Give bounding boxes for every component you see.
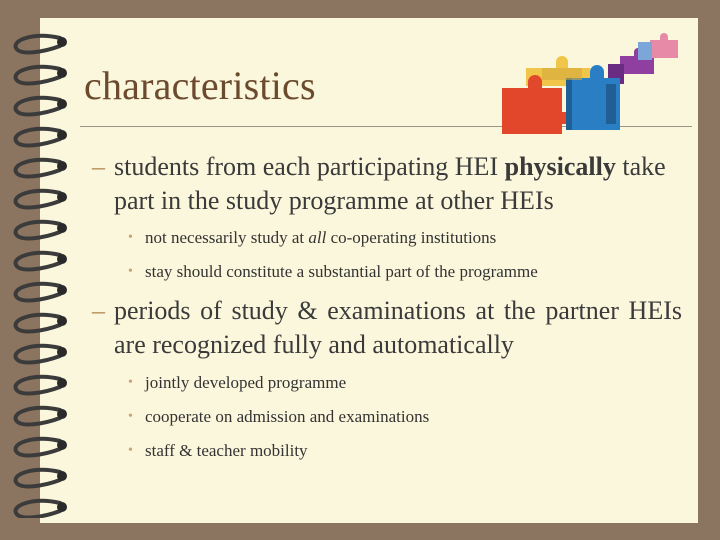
sub-bullet-2-3: • staff & teacher mobility <box>128 441 308 460</box>
bullet-dot: • <box>128 230 133 245</box>
spiral-ring <box>16 284 60 301</box>
bullet-1-bold: physically <box>504 152 616 181</box>
spiral-ring <box>16 129 60 146</box>
binding-hole <box>57 440 67 450</box>
spiral-binding-icon <box>4 28 70 518</box>
spiral-ring <box>16 253 60 270</box>
binding-hole <box>57 254 67 264</box>
binding-hole <box>57 68 67 78</box>
sub-bullet-2-1: • jointly developed programme <box>128 373 347 392</box>
bullet-1 <box>92 150 682 218</box>
spiral-ring <box>16 191 60 208</box>
spiral-ring <box>16 346 60 363</box>
dash-symbol: – <box>92 152 105 181</box>
sub-bullet-2-2: • cooperate on admission and examinations <box>128 407 430 426</box>
binding-hole <box>57 37 67 47</box>
spiral-ring <box>16 470 60 487</box>
bullet-1-text: students from each participating HEI <box>114 152 505 181</box>
bullet-dot: • <box>128 409 133 424</box>
bullet-2 <box>92 294 682 362</box>
binding-hole <box>57 409 67 419</box>
spiral-ring <box>16 67 60 84</box>
binding-hole <box>57 223 67 233</box>
binding-hole <box>57 347 67 357</box>
binding-hole <box>57 378 67 388</box>
puzzle-pieces-icon <box>482 28 692 140</box>
sub-bullet-1-2: • stay should constitute a substantial part of the programme <box>128 262 538 281</box>
binding-hole <box>57 161 67 171</box>
bullet-dot: • <box>128 264 133 279</box>
spiral-ring <box>16 36 60 53</box>
dash-symbol: – <box>92 296 105 325</box>
spiral-ring <box>16 377 60 394</box>
spiral-ring <box>16 315 60 332</box>
spiral-ring <box>16 439 60 456</box>
binding-hole <box>57 130 67 140</box>
spiral-ring <box>16 222 60 239</box>
spiral-ring <box>16 408 60 425</box>
sub-bullet-1-1: • not necessarily study at all co-operating institutions <box>128 228 497 247</box>
binding-hole <box>57 502 67 512</box>
bullet-2-text: periods of study & examinations at the partner HEIs are recognized fully and automatically <box>114 296 682 359</box>
spiral-ring <box>16 160 60 177</box>
binding-hole <box>57 285 67 295</box>
bullet-dot: • <box>128 443 133 458</box>
binding-hole <box>57 192 67 202</box>
binding-hole <box>57 471 67 481</box>
bullet-1-text-end: take part in the study programme at other HEIs <box>114 152 666 215</box>
spiral-ring <box>16 501 60 518</box>
italic-all: all <box>308 228 327 247</box>
binding-hole <box>57 99 67 109</box>
bullet-dot: • <box>128 375 133 390</box>
spiral-ring <box>16 98 60 115</box>
slide-title: characteristics <box>84 63 316 108</box>
binding-hole <box>57 316 67 326</box>
